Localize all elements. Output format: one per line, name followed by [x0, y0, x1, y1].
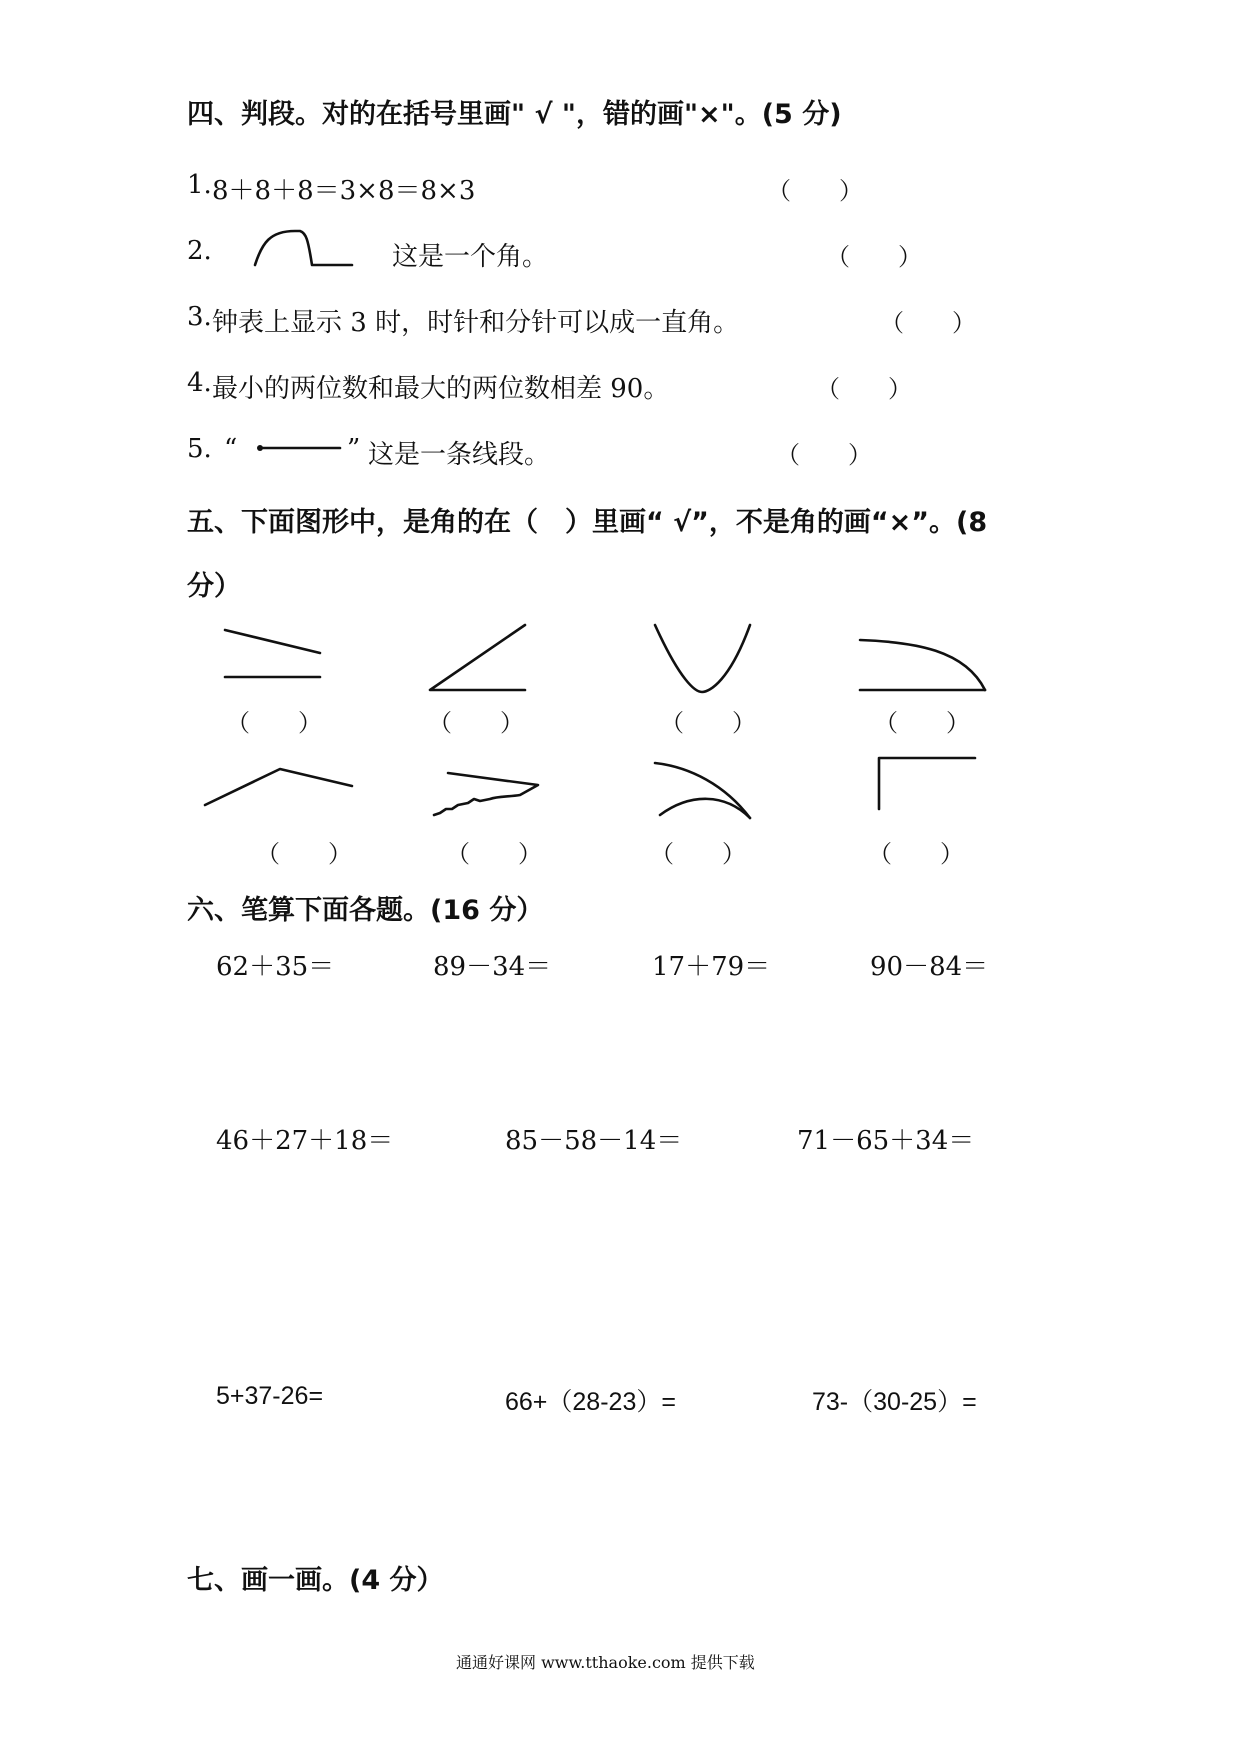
equation: 17＋79＝: [652, 952, 771, 982]
equation: 66+（28-23）=: [505, 1388, 676, 1416]
answer-paren[interactable]: （ ）: [816, 375, 912, 403]
equation: 90－84＝: [870, 952, 989, 982]
section5-heading: 五、下面图形中，是角的在（ ）里画“ √”，不是角的画“×”。(8: [187, 507, 988, 538]
obtuse-angle-figure: [200, 763, 360, 813]
section4-heading: 四、判段。对的在括号里画" √ "，错的画"×"。(5 分): [187, 99, 842, 130]
answer-paren[interactable]: （ ）: [826, 243, 922, 271]
q4-item-number: 1.: [187, 170, 212, 200]
answer-paren[interactable]: （ ）: [446, 840, 542, 868]
answer-paren[interactable]: （ ）: [767, 177, 863, 205]
equation: 62＋35＝: [216, 952, 335, 982]
q4-item-text: 这是一个角。: [392, 242, 549, 272]
equation: 85－58－14＝: [505, 1126, 683, 1156]
q4-item-text: 钟表上显示 3 时，时针和分针可以成一直角。: [212, 308, 740, 338]
equation: 5+37-26=: [216, 1382, 324, 1410]
two-curves-figure: [650, 755, 760, 825]
section6-heading: 六、笔算下面各题。(16 分）: [187, 895, 544, 926]
q4-item-number: 2.: [187, 236, 212, 266]
answer-paren[interactable]: （ ）: [660, 709, 756, 737]
footer-text: 通通好课网 www.tthaoke.com 提供下载: [456, 1653, 755, 1672]
answer-paren[interactable]: （ ）: [256, 840, 352, 868]
q4-item-text: 最小的两位数和最大的两位数相差 90。: [212, 374, 670, 404]
parabola-figure: [650, 620, 760, 695]
answer-paren[interactable]: （ ）: [776, 441, 872, 469]
q4-item-number: 3.: [187, 302, 212, 332]
jagged-angle-figure: [428, 763, 548, 823]
two-lines-figure: [220, 625, 330, 685]
q4-item-text: 8＋8＋8＝3×8＝8×3: [212, 176, 476, 206]
section7-heading: 七、画一画。(4 分）: [187, 1565, 444, 1596]
open-quote: “: [224, 434, 238, 464]
answer-paren[interactable]: （ ）: [874, 709, 970, 737]
section5-heading-cont: 分）: [187, 571, 241, 602]
equation: 46＋27＋18＝: [216, 1126, 394, 1156]
right-angle-figure: [875, 754, 985, 814]
answer-paren[interactable]: （ ）: [428, 709, 524, 737]
line-segment-figure: [255, 440, 345, 456]
q4-item-text: 这是一条线段。: [368, 440, 551, 470]
equation: 71－65＋34＝: [797, 1126, 975, 1156]
equation: 73-（30-25）=: [812, 1388, 977, 1416]
equation: 89－34＝: [433, 952, 552, 982]
answer-paren[interactable]: （ ）: [868, 840, 964, 868]
curved-angle-figure: [250, 225, 360, 270]
q4-item-number: 4.: [187, 368, 212, 398]
curved-angle-figure: [855, 630, 995, 695]
answer-paren[interactable]: （ ）: [880, 309, 976, 337]
q4-item-number: 5.: [187, 434, 212, 464]
close-quote: ”: [347, 434, 361, 464]
acute-angle-figure: [425, 620, 535, 695]
answer-paren[interactable]: （ ）: [650, 840, 746, 868]
answer-paren[interactable]: （ ）: [226, 709, 322, 737]
